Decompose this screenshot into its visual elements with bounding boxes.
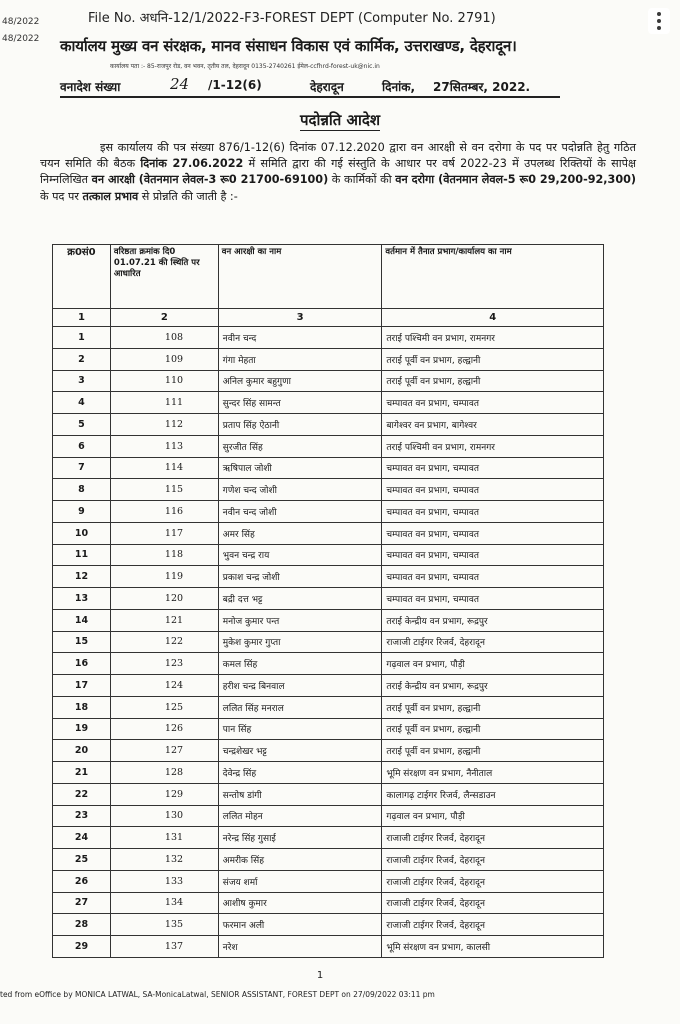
cell-name: आशीष कुमार bbox=[218, 892, 382, 914]
cell-name: ललित मोहन bbox=[218, 805, 382, 827]
cell-posting: चम्पावत वन प्रभाग, चम्पावत bbox=[382, 501, 604, 523]
cell-posting: कालागढ़ टाईगर रिजर्व, लैन्सडाउन bbox=[382, 783, 604, 805]
cell-seniority: 124 bbox=[110, 675, 218, 697]
cell-seniority: 116 bbox=[110, 501, 218, 523]
table-row bbox=[53, 457, 604, 479]
cell-name: नरेश bbox=[218, 936, 382, 958]
eoffice-footer: ted from eOffice by MONICA LATWAL, SA-MonicaLatwal, SENIOR ASSISTANT, FOREST DEPT on 27/09/2022 03:11 pm bbox=[0, 990, 435, 999]
document-heading bbox=[0, 110, 680, 130]
cell-posting: चम्पावत वन प्रभाग, चम्पावत bbox=[382, 392, 604, 414]
cell-serial: 12 bbox=[53, 566, 111, 588]
cell-seniority: 121 bbox=[110, 609, 218, 631]
cell-posting: तराई केन्द्रीय वन प्रभाग, रूद्रपुर bbox=[382, 675, 604, 697]
para-text: से प्रोन्नति की जाती है :- bbox=[138, 189, 238, 203]
cell-name: फरमान अली bbox=[218, 914, 382, 936]
cell-seniority: 134 bbox=[110, 892, 218, 914]
cell-seniority: 122 bbox=[110, 631, 218, 653]
cell-name: गणेश चन्द जोशी bbox=[218, 479, 382, 501]
table-row bbox=[53, 675, 604, 697]
cell-name: प्रताप सिंह ऐठानी bbox=[218, 414, 382, 436]
cell-posting: बागेश्वर वन प्रभाग, बागेश्वर bbox=[382, 414, 604, 436]
cell-seniority: 126 bbox=[110, 718, 218, 740]
cell-posting: तराई केन्द्रीय वन प्रभाग, रूद्रपुर bbox=[382, 609, 604, 631]
cell-posting: राजाजी टाईगर रिजर्व, देहरादून bbox=[382, 914, 604, 936]
cell-serial: 17 bbox=[53, 675, 111, 697]
table-header-row bbox=[53, 245, 604, 309]
office-address: कार्यालय पता :- 85-राजपुर रोड, वन भवन, तृतीय तल, देहरादून 0135-2740261 ईमेल-ccfhrd-forest-uk@nic.in bbox=[110, 63, 380, 70]
cell-name: हरीश चन्द्र बिनवाल bbox=[218, 675, 382, 697]
margin-notes bbox=[2, 14, 39, 48]
order-paragraph bbox=[40, 140, 636, 205]
table-row bbox=[53, 588, 604, 610]
cell-posting: राजाजी टाईगर रिजर्व, देहरादून bbox=[382, 849, 604, 871]
cell-serial: 26 bbox=[53, 870, 111, 892]
cell-name: संजय शर्मा bbox=[218, 870, 382, 892]
more-vertical-icon[interactable] bbox=[648, 8, 670, 34]
cell-name: कमल सिंह bbox=[218, 653, 382, 675]
cell-serial: 7 bbox=[53, 457, 111, 479]
cell-name: सुरजीत सिंह bbox=[218, 435, 382, 457]
cell-name: प्रकाश चन्द्र जोशी bbox=[218, 566, 382, 588]
cell-seniority: 111 bbox=[110, 392, 218, 414]
cell-serial: 25 bbox=[53, 849, 111, 871]
cell-serial: 13 bbox=[53, 588, 111, 610]
cell-serial: 20 bbox=[53, 740, 111, 762]
cell-serial: 24 bbox=[53, 827, 111, 849]
cell-posting: तराई पूर्वी वन प्रभाग, हल्द्वानी bbox=[382, 696, 604, 718]
cell-seniority: 112 bbox=[110, 414, 218, 436]
heading-text: पदोन्नति आदेश bbox=[299, 111, 381, 129]
cell-name: सन्तोष डांगी bbox=[218, 783, 382, 805]
cell-posting: तराई पूर्वी वन प्रभाग, हल्द्वानी bbox=[382, 370, 604, 392]
para-bold: वन आरक्षी (वेतनमान लेवल-3 रू0 21700-69100) bbox=[91, 173, 329, 187]
para-text: इस कार्यालय की पत्र संख्या 876/1-12(6) दिनांक 07.12.2020 द्वारा वन आरक्षी से वन दरोगा के पद पर पदोन्नति हेतु गठित चयन समिति की बैठक bbox=[40, 141, 636, 171]
cell-serial: 4 bbox=[53, 392, 111, 414]
cell-serial: 6 bbox=[53, 435, 111, 457]
para-text: के पद पर bbox=[40, 189, 83, 203]
file-number-line: File No. अधनि-12/1/2022-F3-FOREST DEPT (Computer No. 2791) bbox=[88, 11, 496, 26]
cell-name: देवेन्द्र सिंह bbox=[218, 762, 382, 784]
cell-serial: 19 bbox=[53, 718, 111, 740]
cell-posting: तराई पूर्वी वन प्रभाग, हल्द्वानी bbox=[382, 718, 604, 740]
cell-seniority: 128 bbox=[110, 762, 218, 784]
cell-serial: 27 bbox=[53, 892, 111, 914]
table-row bbox=[53, 566, 604, 588]
order-date-label: दिनांक, bbox=[382, 80, 416, 94]
table-row bbox=[53, 936, 604, 958]
cell-name: अमरीक सिंह bbox=[218, 849, 382, 871]
cell-serial: 9 bbox=[53, 501, 111, 523]
cell-name: नवीन चन्द जोशी bbox=[218, 501, 382, 523]
para-bold: वन दरोगा (वेतनमान लेवल-5 रू0 29,200-92,300) bbox=[395, 173, 637, 187]
cell-posting: तराई पश्चिमी वन प्रभाग, रामनगर bbox=[382, 435, 604, 457]
cell-serial: 28 bbox=[53, 914, 111, 936]
table-row bbox=[53, 653, 604, 675]
cell-name: सुन्दर सिंह सामन्त bbox=[218, 392, 382, 414]
order-reference-line bbox=[60, 75, 560, 98]
order-number: 24 bbox=[170, 75, 190, 93]
promotion-table bbox=[52, 244, 604, 958]
cell-name: चन्द्रशेखर भट्ट bbox=[218, 740, 382, 762]
cell-name: ऋषिपाल जोशी bbox=[218, 457, 382, 479]
order-label: वनादेश संख्या bbox=[60, 80, 121, 94]
cell-seniority: 129 bbox=[110, 783, 218, 805]
cell-serial: 22 bbox=[53, 783, 111, 805]
cell-seniority: 125 bbox=[110, 696, 218, 718]
cell-seniority: 113 bbox=[110, 435, 218, 457]
cell-name: अमर सिंह bbox=[218, 522, 382, 544]
cell-seniority: 117 bbox=[110, 522, 218, 544]
cell-seniority: 130 bbox=[110, 805, 218, 827]
order-ref: /1-12(6) bbox=[208, 78, 262, 92]
cell-seniority: 109 bbox=[110, 348, 218, 370]
table-row bbox=[53, 762, 604, 784]
cell-posting: चम्पावत वन प्रभाग, चम्पावत bbox=[382, 479, 604, 501]
cell-seniority: 137 bbox=[110, 936, 218, 958]
cell-serial: 3 bbox=[53, 370, 111, 392]
cell-seniority: 132 bbox=[110, 849, 218, 871]
cell-name: पान सिंह bbox=[218, 718, 382, 740]
table-row bbox=[53, 914, 604, 936]
cell-posting: गढ़वाल वन प्रभाग, पौड़ी bbox=[382, 653, 604, 675]
cell-posting: राजाजी टाईगर रिजर्व, देहरादून bbox=[382, 827, 604, 849]
order-place: देहरादून bbox=[310, 80, 344, 94]
table-row bbox=[53, 827, 604, 849]
cell-name: गंगा मेहता bbox=[218, 348, 382, 370]
table-row bbox=[53, 740, 604, 762]
para-text: के कार्मिकों की bbox=[328, 173, 396, 187]
cell-serial: 18 bbox=[53, 696, 111, 718]
para-bold: दिनांक 27.06.2022 bbox=[140, 157, 244, 171]
header-name: वन आरक्षी का नाम bbox=[218, 245, 382, 309]
cell-seniority: 133 bbox=[110, 870, 218, 892]
cell-posting: राजाजी टाईगर रिजर्व, देहरादून bbox=[382, 870, 604, 892]
cell-serial: 15 bbox=[53, 631, 111, 653]
table-row bbox=[53, 501, 604, 523]
cell-serial: 23 bbox=[53, 805, 111, 827]
cell-seniority: 119 bbox=[110, 566, 218, 588]
cell-seniority: 120 bbox=[110, 588, 218, 610]
table-row bbox=[53, 479, 604, 501]
cell-posting: चम्पावत वन प्रभाग, चम्पावत bbox=[382, 457, 604, 479]
order-date: 27सितम्बर, 2022. bbox=[433, 80, 531, 94]
page-number: 1 bbox=[316, 970, 324, 981]
cell-name: मनोज कुमार पन्त bbox=[218, 609, 382, 631]
cell-seniority: 127 bbox=[110, 740, 218, 762]
cell-serial: 11 bbox=[53, 544, 111, 566]
table-row bbox=[53, 327, 604, 349]
cell-posting: राजाजी टाईगर रिजर्व, देहरादून bbox=[382, 892, 604, 914]
cell-posting: भूमि संरक्षण वन प्रभाग, कालसी bbox=[382, 936, 604, 958]
cell-posting: भूमि संरक्षण वन प्रभाग, नैनीताल bbox=[382, 762, 604, 784]
cell-serial: 1 bbox=[53, 327, 111, 349]
cell-seniority: 131 bbox=[110, 827, 218, 849]
cell-name: ललित सिंह मनराल bbox=[218, 696, 382, 718]
cell-serial: 16 bbox=[53, 653, 111, 675]
column-number: 3 bbox=[218, 309, 382, 327]
cell-name: अनिल कुमार बहुगुणा bbox=[218, 370, 382, 392]
cell-name: नवीन चन्द bbox=[218, 327, 382, 349]
cell-posting: चम्पावत वन प्रभाग, चम्पावत bbox=[382, 566, 604, 588]
column-number: 1 bbox=[53, 309, 111, 327]
cell-seniority: 118 bbox=[110, 544, 218, 566]
table-row bbox=[53, 631, 604, 653]
table-row bbox=[53, 849, 604, 871]
cell-name: बद्री दत्त भट्ट bbox=[218, 588, 382, 610]
cell-serial: 8 bbox=[53, 479, 111, 501]
cell-seniority: 110 bbox=[110, 370, 218, 392]
table-column-number-row bbox=[53, 309, 604, 327]
header-seniority: वरिष्ठता क्रमांक दि0 01.07.21 की स्थिति पर आधारित bbox=[110, 245, 218, 309]
cell-name: मुकेश कुमार गुप्ता bbox=[218, 631, 382, 653]
cell-seniority: 108 bbox=[110, 327, 218, 349]
cell-posting: राजाजी टाईगर रिजर्व, देहरादून bbox=[382, 631, 604, 653]
cell-serial: 21 bbox=[53, 762, 111, 784]
para-bold: तत्काल प्रभाव bbox=[82, 189, 139, 203]
cell-posting: तराई पूर्वी वन प्रभाग, हल्द्वानी bbox=[382, 348, 604, 370]
cell-seniority: 115 bbox=[110, 479, 218, 501]
cell-serial: 2 bbox=[53, 348, 111, 370]
table-row bbox=[53, 805, 604, 827]
cell-name: नरेन्द्र सिंह गुसाई bbox=[218, 827, 382, 849]
header-posting: वर्तमान में तैनात प्रभाग/कार्यालय का नाम bbox=[382, 245, 604, 309]
cell-seniority: 135 bbox=[110, 914, 218, 936]
table-row bbox=[53, 718, 604, 740]
cell-serial: 14 bbox=[53, 609, 111, 631]
cell-seniority: 114 bbox=[110, 457, 218, 479]
table-body bbox=[53, 327, 604, 958]
para-text: में समिति द्वारा की गई संस्तुति के आधार पर वर्ष 2022-23 में उपलब्ध रिक्तियों के सापेक्ष निम्नलिखित bbox=[40, 157, 636, 187]
cell-seniority: 123 bbox=[110, 653, 218, 675]
table-row bbox=[53, 435, 604, 457]
cell-name: भुवन चन्द्र राय bbox=[218, 544, 382, 566]
margin-note: 48/2022 bbox=[2, 34, 40, 44]
cell-posting: चम्पावत वन प्रभाग, चम्पावत bbox=[382, 588, 604, 610]
table-row bbox=[53, 892, 604, 914]
cell-posting: चम्पावत वन प्रभाग, चम्पावत bbox=[382, 522, 604, 544]
table-row bbox=[53, 348, 604, 370]
cell-serial: 5 bbox=[53, 414, 111, 436]
office-title: कार्यालय मुख्य वन संरक्षक, मानव संसाधन विकास एवं कार्मिक, उत्तराखण्ड, देहरादून। bbox=[60, 37, 517, 55]
cell-posting: चम्पावत वन प्रभाग, चम्पावत bbox=[382, 544, 604, 566]
table-row bbox=[53, 696, 604, 718]
table-row bbox=[53, 870, 604, 892]
cell-serial: 10 bbox=[53, 522, 111, 544]
cell-posting: गढ़वाल वन प्रभाग, पौड़ी bbox=[382, 805, 604, 827]
table-row bbox=[53, 414, 604, 436]
column-number: 4 bbox=[382, 309, 604, 327]
margin-note: 48/2022 bbox=[2, 17, 40, 27]
table-row bbox=[53, 544, 604, 566]
cell-posting: तराई पूर्वी वन प्रभाग, हल्द्वानी bbox=[382, 740, 604, 762]
table-row bbox=[53, 522, 604, 544]
header-serial: क्र0सं0 bbox=[53, 245, 111, 309]
cell-posting: तराई पश्चिमी वन प्रभाग, रामनगर bbox=[382, 327, 604, 349]
table-row bbox=[53, 783, 604, 805]
column-number: 2 bbox=[110, 309, 218, 327]
table-row bbox=[53, 392, 604, 414]
table-row bbox=[53, 609, 604, 631]
cell-serial: 29 bbox=[53, 936, 111, 958]
table-row bbox=[53, 370, 604, 392]
